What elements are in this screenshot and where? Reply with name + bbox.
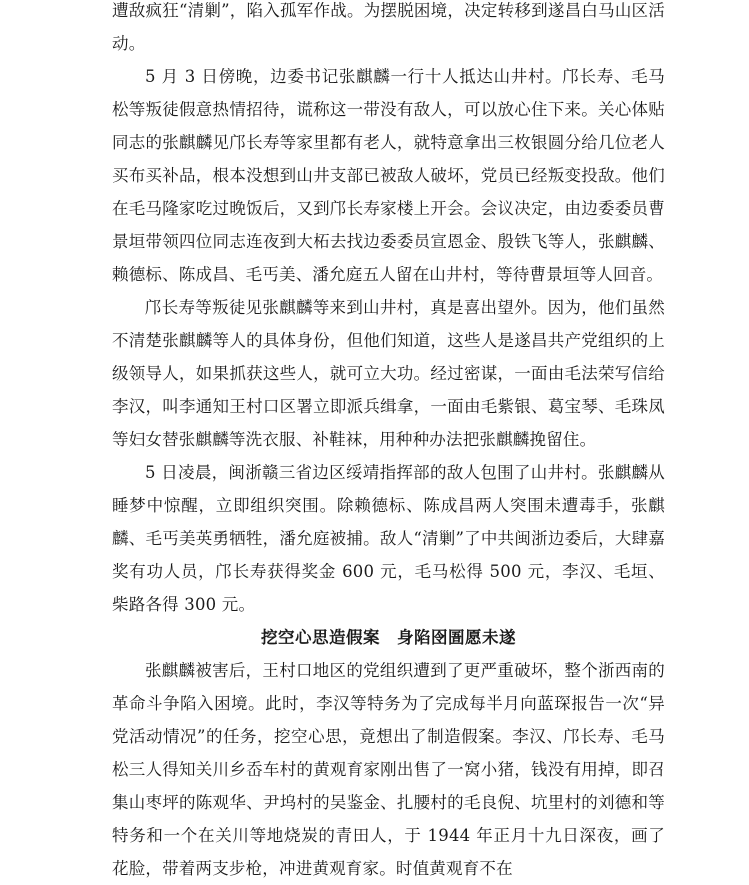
paragraph-5: 张麒麟被害后，王村口地区的党组织遭到了更严重破坏，整个浙西南的革命斗争陷入困境。此时，李汉等特务为了完成每半月向蓝琛报告一次“异党活动情况”的任务，挖空心思，竟想出了制造假案。李汉、邝长寿、毛马松三人得知关川乡岙车村的黄观育家刚出售了一窝小猪，钱没有用掉，即召集山枣坪的陈观华、尹坞村的吴鉴金、扎腰村的毛良倪、坑里村的刘德和等特务和一个在关川等地烧炭的青田人，于 1944 年正月十九日深夜，画了花脸，带着两支步枪，冲进黄观育家。时值黄观育不在	[112, 661, 665, 878]
paragraph-4: 5 日凌晨，闽浙赣三省边区绥靖指挥部的敌人包围了山井村。张麒麟从睡梦中惊醒，立即组织突围。除赖德标、陈成昌两人突围未遭毒手，张麒麟、毛丐美英勇牺牲，潘允庭被捕。敌人“清剿”了中共闽浙边委后，大肆嘉奖有功人员，邝长寿获得奖金 600 元，毛马松得 500 元，李汉、毛垣、柴路各得 300 元。	[112, 463, 665, 614]
paragraph-2: 5 月 3 日傍晚，边委书记张麒麟一行十人抵达山井村。邝长寿、毛马松等叛徒假意热情招待，谎称这一带没有敌人，可以放心住下来。关心体贴同志的张麒麟见邝长寿等家里都有老人，就特意拿出三枚银圆分给几位老人买布买补品，根本没想到山井支部已被敌人破坏，党员已经叛变投敌。他们在毛马隆家吃过晚饭后，又到邝长寿家楼上开会。会议决定，由边委委员曹景垣带领四位同志连夜到大柘去找边委委员宣恩金、殷铁飞等人，张麒麟、赖德标、陈成昌、毛丐美、潘允庭五人留在山井村，等待曹景垣等人回音。	[112, 67, 665, 284]
paragraph-1: 遭敌疯狂“清剿”，陷入孤军作战。为摆脱困境，决定转移到遂昌白马山区活动。	[112, 1, 665, 53]
paragraph-3: 邝长寿等叛徒见张麒麟等来到山井村，真是喜出望外。因为，他们虽然不清楚张麒麟等人的具体身份，但他们知道，这些人是遂昌共产党组织的上级领导人，如果抓获这些人，就可立大功。经过密谋，一面由毛法荣写信给李汉，叫李通知王村口区署立即派兵缉拿，一面由毛紫银、葛宝琴、毛珠凤等妇女替张麒麟等洗衣服、补鞋袜，用种种办法把张麒麟挽留住。	[112, 298, 665, 449]
section-heading: 挖空心思造假案 身陷囹圄愿未遂	[261, 628, 516, 647]
document-page	[112, 0, 665, 885]
